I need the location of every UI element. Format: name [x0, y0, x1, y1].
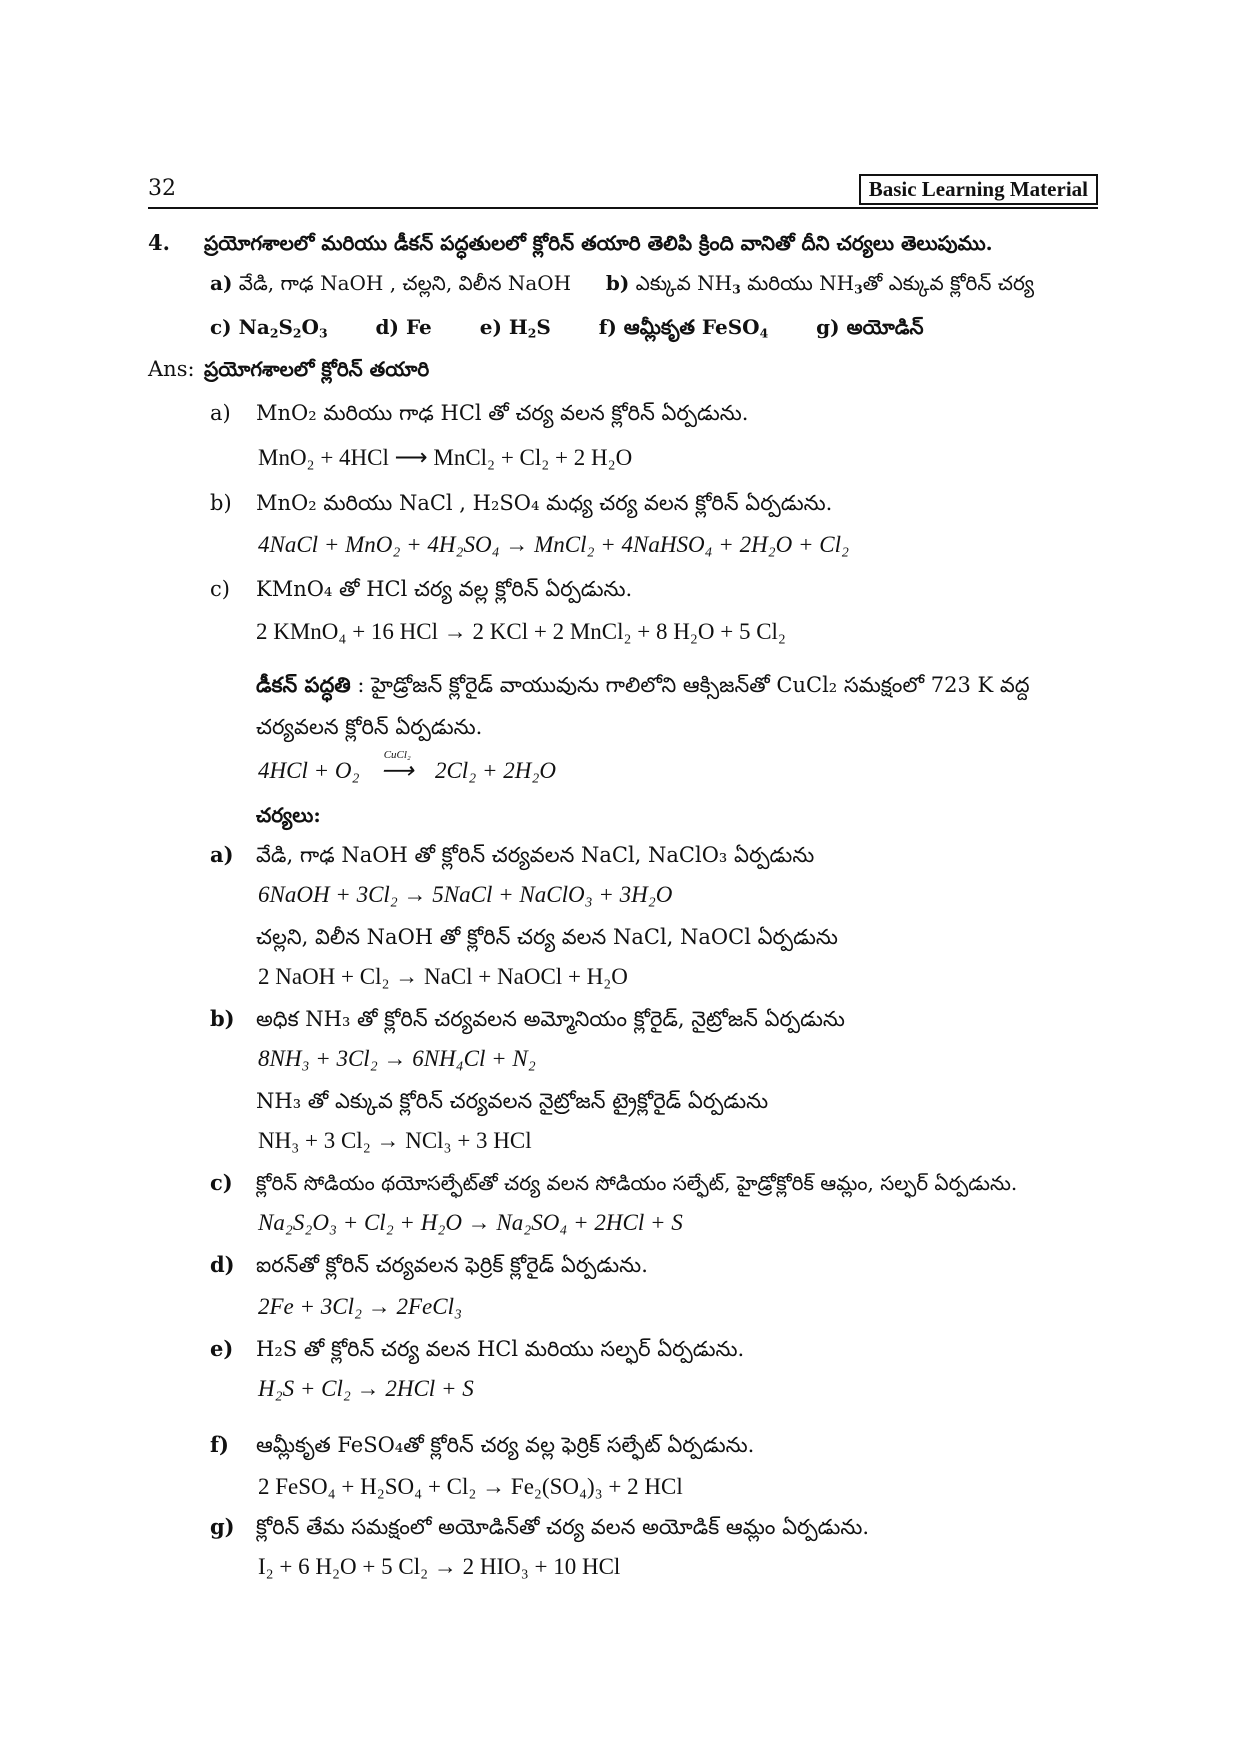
reaction-c-equation-2: Na₂S₂O₃ + Cl₂ + H₂O → Na₂SO₄ + 2HCl + S [258, 1210, 683, 1235]
reaction-b-equation-4: NH₃ + 3 Cl₂ → NCl₃ + 3 HCl [258, 1128, 532, 1153]
lab-heading: ప్రయోగశాలలో క్లోరిన్ తయారి [204, 357, 430, 381]
part-f: f) ఆమ్లీకృత FeSO$_4$ [598, 315, 769, 341]
reaction-e-equation-2: H₂S + Cl₂ → 2HCl + S [258, 1376, 474, 1401]
reaction-b-text-3: NH₃ తో ఎక్కువ క్లోరిన్ చర్యవలన నైట్రోజన్ ట్రైక్లోరైడ్ ఏర్పడును [256, 1089, 769, 1113]
reaction-g-equation-2: I₂ + 6 H₂O + 5 Cl₂ → 2 HIO₃ + 10 HCl [258, 1554, 621, 1579]
lab-a-text: MnO₂ మరియు గాఢ HCl తో చర్య వలన క్లోరిన్ ఏర్పడును. [256, 401, 749, 425]
lab-a-label: a) [210, 401, 231, 425]
reaction-g-label: g) [210, 1514, 235, 1539]
part-b-sub-3a: 3 [732, 281, 741, 297]
book-title: Basic Learning Material [859, 174, 1098, 205]
lab-c-text: KMnO₄ తో HCl చర్య వల్ల క్లోరిన్ ఏర్పడును. [256, 577, 633, 601]
reaction-e-text-1: H₂S తో క్లోరిన్ చర్య వలన HCl మరియు సల్ఫర్ ఏర్పడును. [256, 1337, 745, 1361]
page-header [148, 174, 1098, 206]
deacon-paragraph [256, 670, 1030, 700]
reactions-heading: చర్యలు: [256, 803, 321, 827]
reaction-c-label: c) [210, 1170, 233, 1195]
deacon-equation [258, 749, 556, 786]
reaction-c-text-1: క్లోరిన్ సోడియం థయోసల్ఫేట్‌తో చర్య వలన సోడియం సల్ఫేట్, హైడ్రోక్లోరిక్ ఆమ్లం, సల్ఫర్ ఏర్పడును. [256, 1171, 1018, 1195]
reaction-b-equation-2: 8NH₃ + 3Cl₂ → 6NH₄Cl + N₂ [258, 1046, 536, 1071]
part-d: d) Fe [375, 315, 432, 339]
lab-b-equation: 4NaCl + MnO₂ + 4H₂SO₄ → MnCl₂ + 4NaHSO₄ + 2H₂O + Cl₂ [258, 532, 850, 557]
question-stem: ప్రయోగశాలలో మరియు డీకన్ పద్ధతులలో క్లోరిన్ తయారి తెలిపి క్రింది వానితో దీని చర్యలు తెలుపుము. [204, 231, 993, 255]
page-number: 32 [148, 176, 176, 201]
reaction-b-text-1: అధిక NH₃ తో క్లోరిన్ చర్యవలన అమ్మోనియం క్లోరైడ్, నైట్రోజన్ ఏర్పడును [256, 1007, 845, 1031]
question-parts-row-2 [210, 312, 924, 342]
reaction-a-label: a) [210, 842, 234, 867]
part-b-sub-3b: 3 [854, 281, 863, 297]
question-number: 4. [148, 230, 170, 255]
reaction-d-text-1: ఐరన్‌తో క్లోరిన్ చర్యవలన ఫెర్రిక్ క్లోరైడ్ ఏర్పడును. [256, 1253, 648, 1277]
lab-c-equation: 2 KMnO₄ + 16 HCl → 2 KCl + 2 MnCl₂ + 8 H₂O + 5 Cl₂ [256, 619, 786, 644]
reaction-d-label: d) [210, 1252, 235, 1277]
part-g: g) అయోడిన్ [816, 315, 924, 339]
reaction-a-equation-4: 2 NaOH + Cl₂ → NaCl + NaOCl + H₂O [258, 964, 628, 989]
header-rule [148, 207, 1098, 209]
deacon-eq-left: 4HCl + O₂ [258, 758, 360, 783]
part-b-text-2: మరియు NH [740, 271, 855, 295]
part-c: c) $Na_2S_2O_3$ [210, 315, 328, 341]
reaction-d-equation-2: 2Fe + 3Cl₂ → 2FeCl₃ [258, 1294, 462, 1319]
lab-b-text: MnO₂ మరియు NaCl , H₂SO₄ మధ్య చర్య వలన క్లోరిన్ ఏర్పడును. [256, 491, 833, 515]
reaction-f-text-1: ఆమ్లీకృత FeSO₄తో క్లోరిన్ చర్య వల్ల ఫెర్రిక్ సల్ఫేట్ ఏర్పడును. [256, 1433, 755, 1457]
part-a-text: వేడి, గాఢ NaOH , చల్లని, విలీన NaOH [238, 271, 572, 295]
question-parts-row-1 [210, 268, 1034, 298]
part-a-label: a) [210, 271, 233, 295]
lab-a-equation: MnO₂ + 4HCl ⟶ MnCl₂ + Cl₂ + 2 H₂O [258, 445, 633, 470]
lab-b-label: b) [210, 491, 232, 515]
answer-label: Ans: [148, 357, 195, 381]
part-e: e) $H_2S$ [479, 315, 551, 341]
deacon-heading: డీకన్ పద్ధతి [256, 672, 351, 697]
reaction-b-label: b) [210, 1006, 235, 1031]
reaction-a-text-1: వేడి, గాఢ NaOH తో క్లోరిన్ చర్యవలన NaCl, NaClO₃ ఏర్పడును [256, 843, 815, 867]
deacon-text-2: చర్యవలన క్లోరిన్ ఏర్పడును. [256, 715, 483, 739]
reaction-f-label: f) [210, 1432, 229, 1457]
reaction-f-equation-2: 2 FeSO₄ + H₂SO₄ + Cl₂ → Fe₂(SO₄)₃ + 2 HCl [258, 1474, 683, 1499]
catalyst-arrow: CuCl₂ ⟶ [365, 756, 429, 786]
catalyst-label: CuCl₂ [383, 749, 411, 761]
reaction-a-equation-2: 6NaOH + 3Cl₂ → 5NaCl + NaClO₃ + 3H₂O [258, 882, 673, 907]
part-b-text-3: తో ఎక్కువ క్లోరిన్ చర్య [862, 271, 1034, 295]
reaction-a-text-3: చల్లని, విలీన NaOH తో క్లోరిన్ చర్య వలన NaCl, NaOCl ఏర్పడును [256, 925, 838, 949]
deacon-eq-right: 2Cl₂ + 2H₂O [434, 758, 556, 783]
part-b-text-1: ఎక్కువ NH [635, 271, 733, 295]
reaction-g-text-1: క్లోరిన్ తేమ సమక్షంలో అయోడిన్‌తో చర్య వలన అయోడిక్ ఆమ్లం ఏర్పడును. [256, 1515, 870, 1539]
reaction-e-label: e) [210, 1336, 234, 1361]
lab-c-label: c) [210, 577, 230, 601]
deacon-text-1: : హైడ్రోజన్ క్లోరైడ్ వాయువును గాలిలోని ఆక్సిజన్‌తో CuCl₂ సమక్షంలో 723 K వద్ద [350, 673, 1030, 697]
part-b-label: b) [605, 271, 630, 295]
